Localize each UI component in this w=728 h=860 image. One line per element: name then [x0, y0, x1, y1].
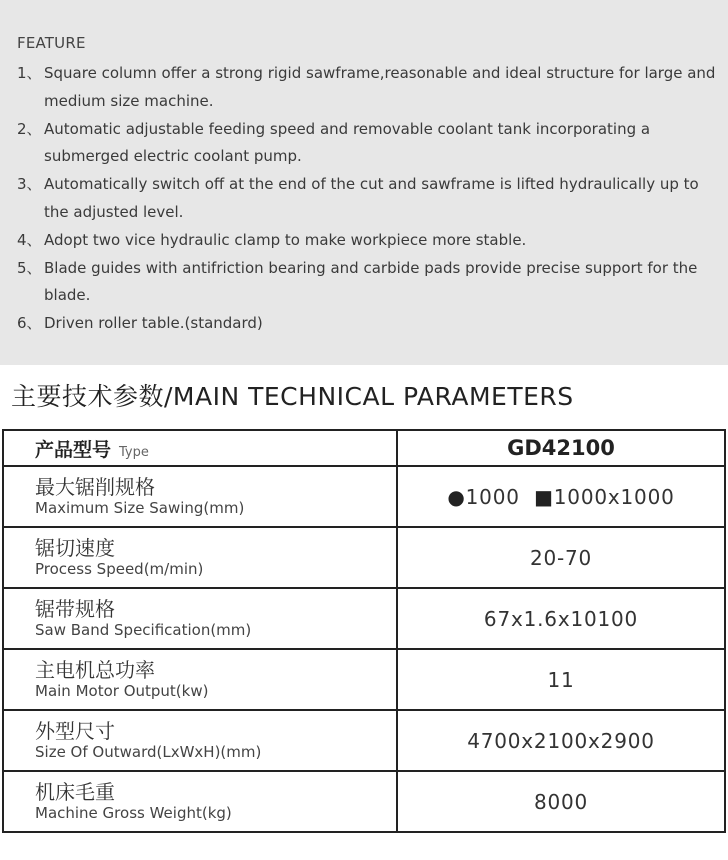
param-label-en: Size Of Outward(LxWxH)(mm) [35, 742, 262, 761]
param-value-cell [397, 649, 725, 710]
param-label-cell [3, 527, 397, 588]
param-label-cell [3, 649, 397, 710]
type-value-cell [397, 430, 725, 466]
table-row [3, 466, 725, 527]
feature-item-number: 5、 [17, 258, 42, 277]
feature-item [17, 227, 717, 255]
feature-item [17, 116, 717, 172]
param-value-cell [397, 771, 725, 832]
feature-item-text: Blade guides with antifriction bearing and carbide pads provide precise support for the blade. [44, 258, 698, 305]
feature-item-number: 2、 [17, 119, 42, 138]
feature-item-text: Driven roller table.(standard) [44, 314, 263, 333]
feature-item-text: Square column offer a strong rigid sawframe,reasonable and ideal structure for large and medium size machine. [44, 64, 716, 110]
param-label-en: Machine Gross Weight(kg) [35, 803, 232, 822]
param-label-cn: 最大锯削规格 [35, 474, 155, 499]
square-bar-icon: ■ [534, 484, 554, 509]
feature-list [17, 60, 717, 338]
model-number: GD42100 [507, 436, 615, 460]
param-label-cell [3, 466, 397, 527]
param-label-en: Saw Band Specification(mm) [35, 620, 252, 639]
param-label-cn: 主电机总功率 [35, 657, 155, 682]
param-value-cell [397, 710, 725, 771]
round-bar-icon: ● [447, 484, 466, 509]
param-value-cell [397, 588, 725, 649]
table-row [3, 527, 725, 588]
param-label-cn: 锯切速度 [35, 535, 115, 560]
type-label-en: Type [119, 444, 149, 460]
param-label-en: Maximum Size Sawing(mm) [35, 498, 245, 517]
feature-item [17, 171, 717, 227]
param-label-cell [3, 710, 397, 771]
param-value: 8000 [533, 789, 589, 814]
params-section-title: 主要技术参数/MAIN TECHNICAL PARAMETERS [11, 382, 574, 411]
param-value: 20-70 [529, 545, 593, 570]
feature-item-text: Automatically switch off at the end of the cut and sawframe is lifted hydraulically up to the adjusted level. [44, 175, 699, 221]
param-value-cell [397, 527, 725, 588]
feature-item [17, 255, 717, 311]
type-label-cn: 产品型号 [35, 438, 112, 461]
feature-item-text: Adopt two vice hydraulic clamp to make workpiece more stable. [44, 230, 527, 249]
param-label-en: Main Motor Output(kw) [35, 681, 209, 700]
square-size-value: 1000x1000 [553, 484, 675, 509]
feature-section [0, 0, 728, 365]
feature-item-number: 3、 [17, 175, 42, 194]
round-size-value: 1000 [465, 484, 520, 509]
table-row [3, 771, 725, 832]
table-row [3, 649, 725, 710]
param-label-cell [3, 588, 397, 649]
param-label-cell [3, 771, 397, 832]
table-header-row [3, 430, 725, 466]
feature-item-text: Automatic adjustable feeding speed and removable coolant tank incorporating a submerged electric coolant pump. [44, 119, 651, 166]
feature-item [17, 60, 717, 116]
table-row [3, 710, 725, 771]
feature-item [17, 310, 717, 338]
param-value: 11 [547, 667, 575, 692]
feature-title: FEATURE [17, 34, 86, 52]
param-value: 4700x2100x2900 [467, 728, 655, 753]
table-row [3, 588, 725, 649]
params-table [2, 429, 726, 833]
param-label-cn: 机床毛重 [35, 779, 115, 804]
feature-item-number: 1、 [17, 64, 42, 82]
param-value: 67x1.6x10100 [483, 606, 639, 631]
param-label-cn: 锯带规格 [35, 596, 115, 621]
type-label-cell [3, 430, 397, 466]
param-label-en: Process Speed(m/min) [35, 559, 204, 578]
param-label-cn: 外型尺寸 [35, 718, 115, 743]
feature-item-number: 6、 [17, 314, 42, 333]
param-value-cell [397, 466, 725, 527]
feature-item-number: 4、 [17, 230, 42, 249]
